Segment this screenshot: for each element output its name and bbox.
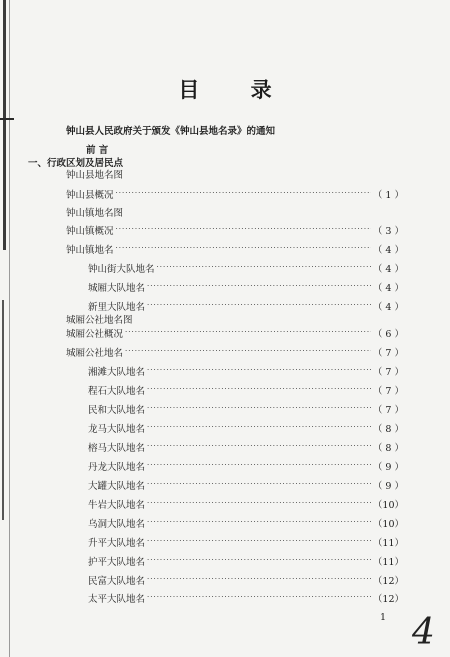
- toc-entry: [88, 401, 404, 416]
- toc-entry: [88, 382, 404, 397]
- leader-dots: [147, 458, 371, 473]
- handwritten-mark: 4: [412, 612, 435, 653]
- toc-entry-page: （ 9 ）: [372, 461, 404, 473]
- toc-entry-page: （ 4 ）: [372, 244, 404, 256]
- toc-entry-page: （11）: [372, 537, 404, 549]
- toc-entry-page: （ 6 ）: [372, 328, 404, 340]
- leader-dots: [147, 534, 371, 549]
- toc-entry-label: 钟山县地名图: [66, 169, 124, 181]
- leader-dots: [116, 241, 371, 256]
- toc-entry: [66, 222, 404, 237]
- toc-entry: [88, 363, 404, 378]
- toc-entry-label: 丹龙大队地名: [88, 461, 146, 473]
- toc-entry-label: 龙马大队地名: [88, 423, 146, 435]
- page-number: 1: [380, 612, 387, 623]
- leader-dots: [147, 477, 371, 492]
- toc-entry: [88, 279, 404, 294]
- binding-mark: [0, 118, 14, 120]
- toc-entry: [88, 572, 404, 587]
- leader-dots: [147, 590, 371, 605]
- toc-entry-label: 民富大队地名: [88, 575, 146, 587]
- preface-heading: 前 言: [86, 145, 109, 156]
- leader-dots: [116, 186, 371, 201]
- toc-entry: [88, 458, 404, 473]
- page-title: 目 录: [178, 77, 294, 102]
- toc-entry-label: 城厢公社地名图: [66, 314, 133, 326]
- toc-entry-label: 乌洞大队地名: [88, 518, 146, 530]
- toc-entry-page: （10）: [372, 499, 404, 511]
- toc-entry-label: 城厢大队地名: [88, 282, 146, 294]
- toc-entry: [66, 166, 123, 181]
- toc-entry-page: （ 7 ）: [372, 366, 404, 378]
- leader-dots: [116, 222, 371, 237]
- toc-entry-label: 护平大队地名: [88, 556, 146, 568]
- leader-dots: [147, 553, 371, 568]
- toc-entry-page: （12）: [372, 575, 404, 587]
- toc-entry-label: 钟山街大队地名: [88, 263, 155, 275]
- toc-entry-page: （12）: [372, 593, 404, 605]
- toc-entry: [66, 325, 404, 340]
- toc-entry-label: 城厢公社地名: [66, 347, 124, 359]
- toc-entry-label: 钟山镇地名图: [66, 207, 124, 219]
- toc-entry: [66, 204, 123, 219]
- leader-dots: [147, 363, 371, 378]
- toc-entry: [66, 241, 404, 256]
- toc-entry: [88, 496, 404, 511]
- toc-entry: [88, 477, 404, 492]
- leader-dots: [147, 572, 371, 587]
- binding-edge-line: [3, 0, 6, 250]
- leader-dots: [147, 496, 371, 511]
- toc-entry-label: 榕马大队地名: [88, 442, 146, 454]
- leader-dots: [147, 382, 371, 397]
- toc-entry: [88, 439, 404, 454]
- leader-dots: [147, 439, 371, 454]
- toc-entry: [88, 420, 404, 435]
- toc-entry-label: 钟山镇概况: [66, 225, 114, 237]
- toc-entry: [88, 553, 404, 568]
- toc-entry: [88, 534, 404, 549]
- toc-entry-page: （10）: [372, 518, 404, 530]
- toc-entry-page: （ 4 ）: [372, 263, 404, 275]
- toc-entry-label: 程石大队地名: [88, 385, 146, 397]
- toc-entry-page: （ 7 ）: [372, 404, 404, 416]
- toc-entry-label: 湘滩大队地名: [88, 366, 146, 378]
- toc-entry-label: 太平大队地名: [88, 593, 146, 605]
- toc-entry-page: （11）: [372, 556, 404, 568]
- leader-dots: [147, 401, 371, 416]
- leader-dots: [157, 260, 371, 275]
- toc-entry-page: （ 1 ）: [372, 189, 404, 201]
- toc-entry: [88, 590, 404, 605]
- toc-entry-page: （ 7 ）: [372, 385, 404, 397]
- leader-dots: [125, 325, 371, 340]
- toc-entry-page: （ 3 ）: [372, 225, 404, 237]
- toc-entry: [66, 311, 133, 326]
- leader-dots: [147, 298, 371, 313]
- toc-entry-label: 牛岩大队地名: [88, 499, 146, 511]
- toc-entry-label: 钟山县概况: [66, 189, 114, 201]
- toc-entry-page: （ 8 ）: [372, 423, 404, 435]
- toc-entry-page: （ 9 ）: [372, 480, 404, 492]
- section-heading: 一、行政区划及居民点: [28, 158, 124, 169]
- toc-entry-page: （ 4 ）: [372, 301, 404, 313]
- toc-entry-label: 民和大队地名: [88, 404, 146, 416]
- toc-entry: [88, 515, 404, 530]
- toc-entry-page: （ 8 ）: [372, 442, 404, 454]
- toc-entry: [88, 298, 404, 313]
- toc-entry-page: （ 4 ）: [372, 282, 404, 294]
- toc-entry-label: 钟山镇地名: [66, 244, 114, 256]
- leader-dots: [147, 515, 371, 530]
- toc-entry: [88, 260, 404, 275]
- leader-dots: [147, 279, 371, 294]
- toc-entry-page: （ 7 ）: [372, 347, 404, 359]
- toc-entry: [66, 186, 404, 201]
- toc-entry-label: 城厢公社概况: [66, 328, 124, 340]
- toc-entry-label: 大罐大队地名: [88, 480, 146, 492]
- binding-edge-line: [2, 300, 4, 520]
- toc-entry-label: 升平大队地名: [88, 537, 146, 549]
- toc-entry: [66, 344, 404, 359]
- leader-dots: [125, 344, 371, 359]
- leader-dots: [147, 420, 371, 435]
- notice-heading: 钟山县人民政府关于颁发《钟山县地名录》的通知: [66, 126, 276, 137]
- toc-entry-label: 新里大队地名: [88, 301, 146, 313]
